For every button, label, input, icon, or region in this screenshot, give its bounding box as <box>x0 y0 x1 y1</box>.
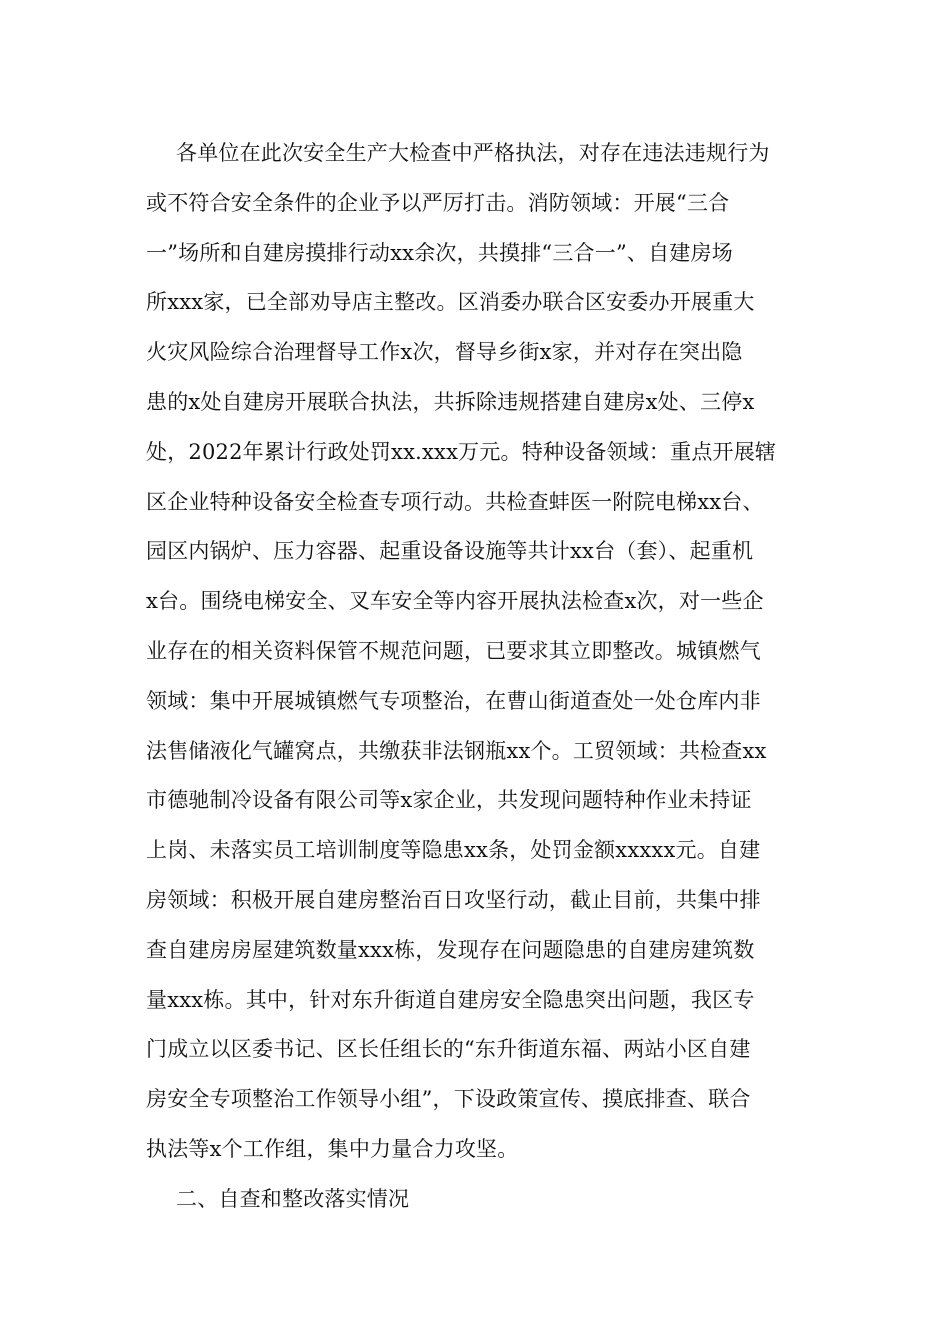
paragraph-line-9: 园区内锅炉、压力容器、起重设备设施等共计xx台（套）、起重机 <box>146 539 754 563</box>
paragraph-line-1: 各单位在此次安全生产大检查中严格执法，对存在违法违规行为 <box>176 141 770 165</box>
paragraph-line-4: 所xxx家，已全部劝导店主整改。区消委办联合区安委办开展重大 <box>146 290 755 314</box>
section-heading: 二、自查和整改落实情况 <box>176 1187 410 1211</box>
paragraph-line-10: x台。围绕电梯安全、叉车安全等内容开展执法检查x次，对一些企 <box>146 589 764 613</box>
paragraph-line-6: 患的x处自建房开展联合执法，共拆除违规搭建自建房x处、三停x <box>146 390 755 414</box>
paragraph-line-5: 火灾风险综合治理督导工作x次，督导乡街x家，并对存在突出隐 <box>146 340 743 364</box>
paragraph-line-13: 法售储液化气罐窝点，共缴获非法钢瓶xx个。工贸领域：共检查xx <box>146 739 767 763</box>
paragraph-line-16: 房领域：积极开展自建房整治百日攻坚行动，截止目前，共集中排 <box>146 888 761 912</box>
paragraph-line-20: 房安全专项整治工作领导小组”，下设政策宣传、摸底排查、联合 <box>146 1087 751 1111</box>
paragraph-line-18: 量xxx栋。其中，针对东升街道自建房安全隐患突出问题，我区专 <box>146 988 755 1012</box>
paragraph-line-19: 门成立以区委书记、区长任组长的“东升街道东福、两站小区自建 <box>146 1037 751 1061</box>
paragraph-line-7: 处，2022年累计行政处罚xx.xxx万元。特种设备领域：重点开展辖 <box>146 440 777 464</box>
paragraph-line-15: 上岗、未落实员工培训制度等隐患xx条，处罚金额xxxxx元。自建 <box>146 838 761 862</box>
paragraph-line-8: 区企业特种设备安全检查专项行动。共检查蚌医一附院电梯xx台、 <box>146 490 764 514</box>
paragraph-line-11: 业存在的相关资料保管不规范问题，已要求其立即整改。城镇燃气 <box>146 639 761 663</box>
paragraph-line-12: 领域：集中开展城镇燃气专项整治，在曹山街道查处一处仓库内非 <box>146 689 761 713</box>
paragraph-line-2: 或不符合安全条件的企业予以严厉打击。消防领域：开展“三合 <box>146 191 730 215</box>
paragraph-line-17: 查自建房房屋建筑数量xxx栋，发现存在问题隐患的自建房建筑数 <box>146 938 755 962</box>
paragraph-line-14: 市德驰制冷设备有限公司等x家企业，共发现问题特种作业未持证 <box>146 788 752 812</box>
paragraph-line-21: 执法等x个工作组，集中力量合力攻坚。 <box>146 1137 519 1161</box>
paragraph-line-3: 一”场所和自建房摸排行动xx余次，共摸排“三合一”、自建房场 <box>146 241 733 265</box>
